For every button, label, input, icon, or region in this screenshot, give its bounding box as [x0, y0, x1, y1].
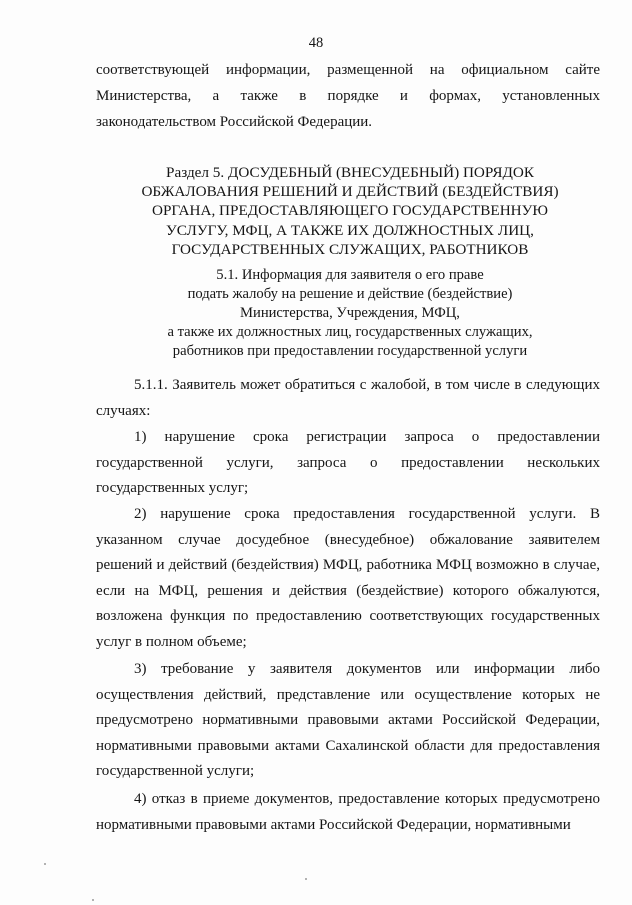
list-item-text: 3) требование у заявителя документов или информации либо осуществления действий, представление или осуществление которых не предусмотрено нормативными правовыми актами Российской Федерации, нормативными правовыми актами Сахалинской области для предоставления государственной услуги; [96, 661, 600, 779]
scan-speck [92, 899, 94, 901]
intro-line-3: законодательством Российской Федерации. [96, 114, 373, 130]
section-heading: Раздел 5. ДОСУДЕБНЫЙ (ВНЕСУДЕБНЫЙ) ПОРЯДОК ОБЖАЛОВАНИЯ РЕШЕНИЙ И ДЕЙСТВИЙ (БЕЗДЕЙСТВИЯ) ОРГАНА, ПРЕДОСТАВЛЯЮЩЕГО ГОСУДАРСТВЕННУЮ УСЛУГУ, МФЦ, А ТАКЖЕ ИХ ДОЛЖНОСТНЫХ ЛИЦ, ГОСУДАРСТВЕННЫХ СЛУЖАЩИХ, РАБОТНИКОВ [141, 164, 559, 258]
page-number: 48 [308, 35, 324, 51]
intro-line-1: соответствующей информации, размещенной на официальном сайте [96, 62, 600, 78]
intro-line-2: Министерства, а также в порядке и формах, установленных [96, 88, 600, 104]
scan-speck [305, 878, 307, 880]
paragraph-text: 5.1.1. Заявитель может обратиться с жалобой, в том числе в следующих случаях: [96, 377, 600, 419]
paragraph-5-1-1 [96, 373, 600, 424]
list-item-2 [96, 502, 600, 655]
scan-speck [44, 863, 46, 865]
list-item-1 [96, 425, 600, 502]
list-item-text: 4) отказ в приеме документов, предоставление которых предусмотрено нормативными правовыми актами Российской Федерации, нормативными [96, 791, 600, 833]
list-item-3 [96, 657, 600, 785]
list-item-text: 1) нарушение срока регистрации запроса о предоставлении государственной услуги, запроса о предоставлении нескольких государственных услуг; [96, 429, 600, 496]
list-item-4 [96, 787, 600, 838]
list-item-text: 2) нарушение срока предоставления государственной услуги. В указанном случае досудебное (внесудебное) обжалование заявителем решений и действий (бездействия) МФЦ, работника МФЦ возможно в случае, если на МФЦ, решения и действия (бездействие) которого обжалуются, возложена функция по предоставлению соответствующих государственных услуг в полном объеме; [96, 506, 600, 650]
subsection-heading: 5.1. Информация для заявителя о его праве подать жалобу на решение и действие (бездействие) Министерства, Учреждения, МФЦ, а также их должностных лиц, государственных служащих, работников при предоставлении государственной услуги [167, 267, 533, 359]
